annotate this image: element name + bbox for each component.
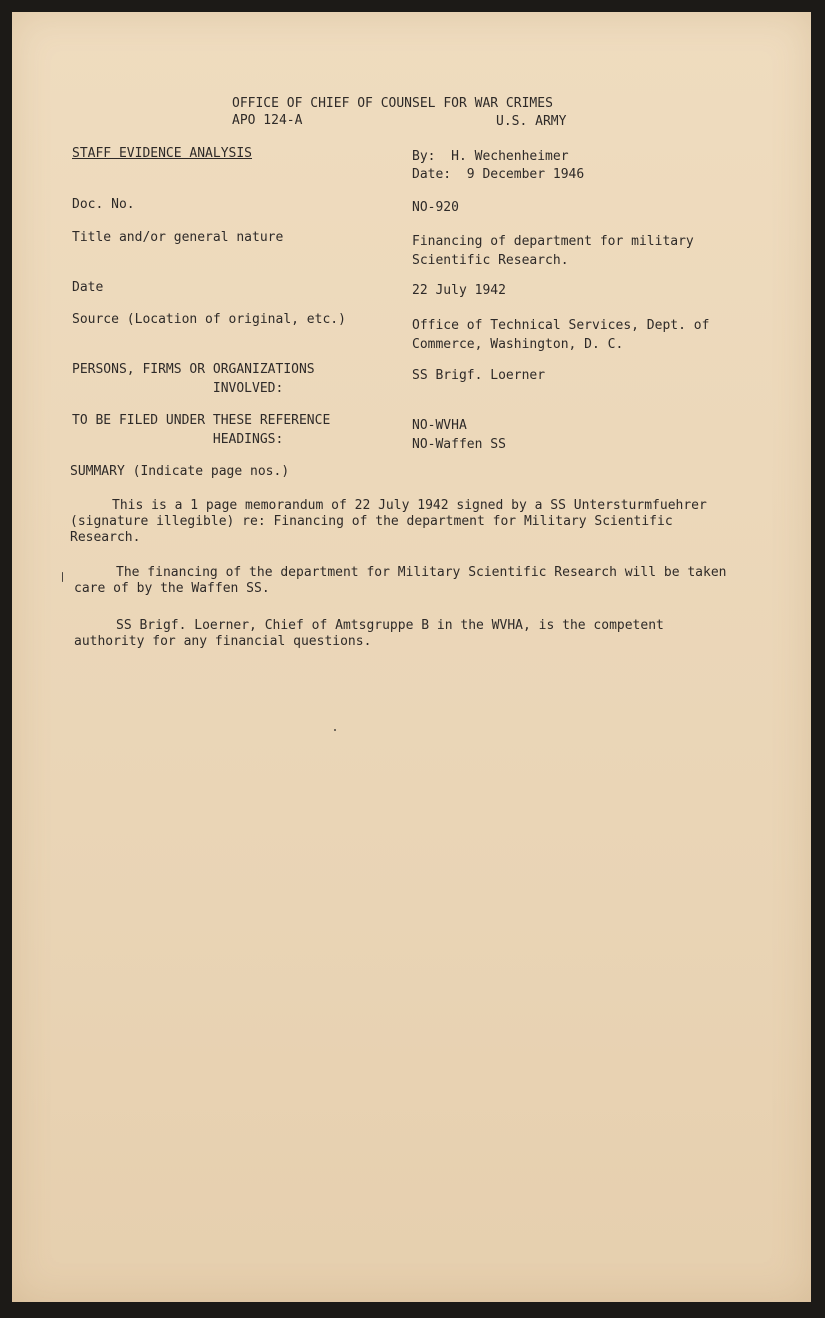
summary-label: SUMMARY (Indicate page nos.) (70, 464, 290, 479)
field-label-reference: TO BE FILED UNDER THESE REFERENCE HEADINGS: (72, 413, 331, 447)
field-value-source: Office of Technical Services, Dept. of Commerce, Washington, D. C. (412, 318, 710, 352)
field-label-source: Source (Location of original, etc.) (72, 312, 346, 327)
analysis-title: STAFF EVIDENCE ANALYSIS (72, 146, 253, 161)
field-value-doc-no: NO-920 (412, 200, 459, 215)
field-label-persons: PERSONS, FIRMS OR ORGANIZATIONS INVOLVED: (72, 362, 315, 396)
paper-speck (334, 729, 336, 731)
summary-paragraph-2: The financing of the department for Military Scientific Research will be taken care of by the Waffen SS. (74, 565, 727, 596)
analysis-date: Date: 9 December 1946 (412, 167, 585, 182)
field-label-title: Title and/or general nature (72, 230, 284, 245)
header-apo: APO 124-A (232, 113, 303, 128)
field-value-date: 22 July 1942 (412, 283, 506, 298)
analyst-name: By: H. Wechenheimer (412, 149, 569, 164)
summary-paragraph-3: SS Brigf. Loerner, Chief of Amtsgruppe B in the WVHA, is the competent authority for any financial questions. (74, 618, 664, 649)
header-army: U.S. ARMY (496, 114, 567, 129)
field-value-persons: SS Brigf. Loerner (412, 368, 546, 383)
field-value-title: Financing of department for military Scientific Research. (412, 234, 694, 268)
field-label-doc-no: Doc. No. (72, 197, 135, 212)
header-office: OFFICE OF CHIEF OF COUNSEL FOR WAR CRIMES (232, 96, 553, 111)
field-label-date: Date (72, 280, 104, 295)
summary-paragraph-1: This is a 1 page memorandum of 22 July 1942 signed by a SS Untersturmfuehrer (signature illegible) re: Financing of the department for Military Scientific Research. (70, 498, 707, 545)
field-value-reference: NO-WVHA NO-Waffen SS (412, 418, 506, 452)
document-page (12, 12, 811, 1302)
paper-speck (62, 572, 63, 582)
